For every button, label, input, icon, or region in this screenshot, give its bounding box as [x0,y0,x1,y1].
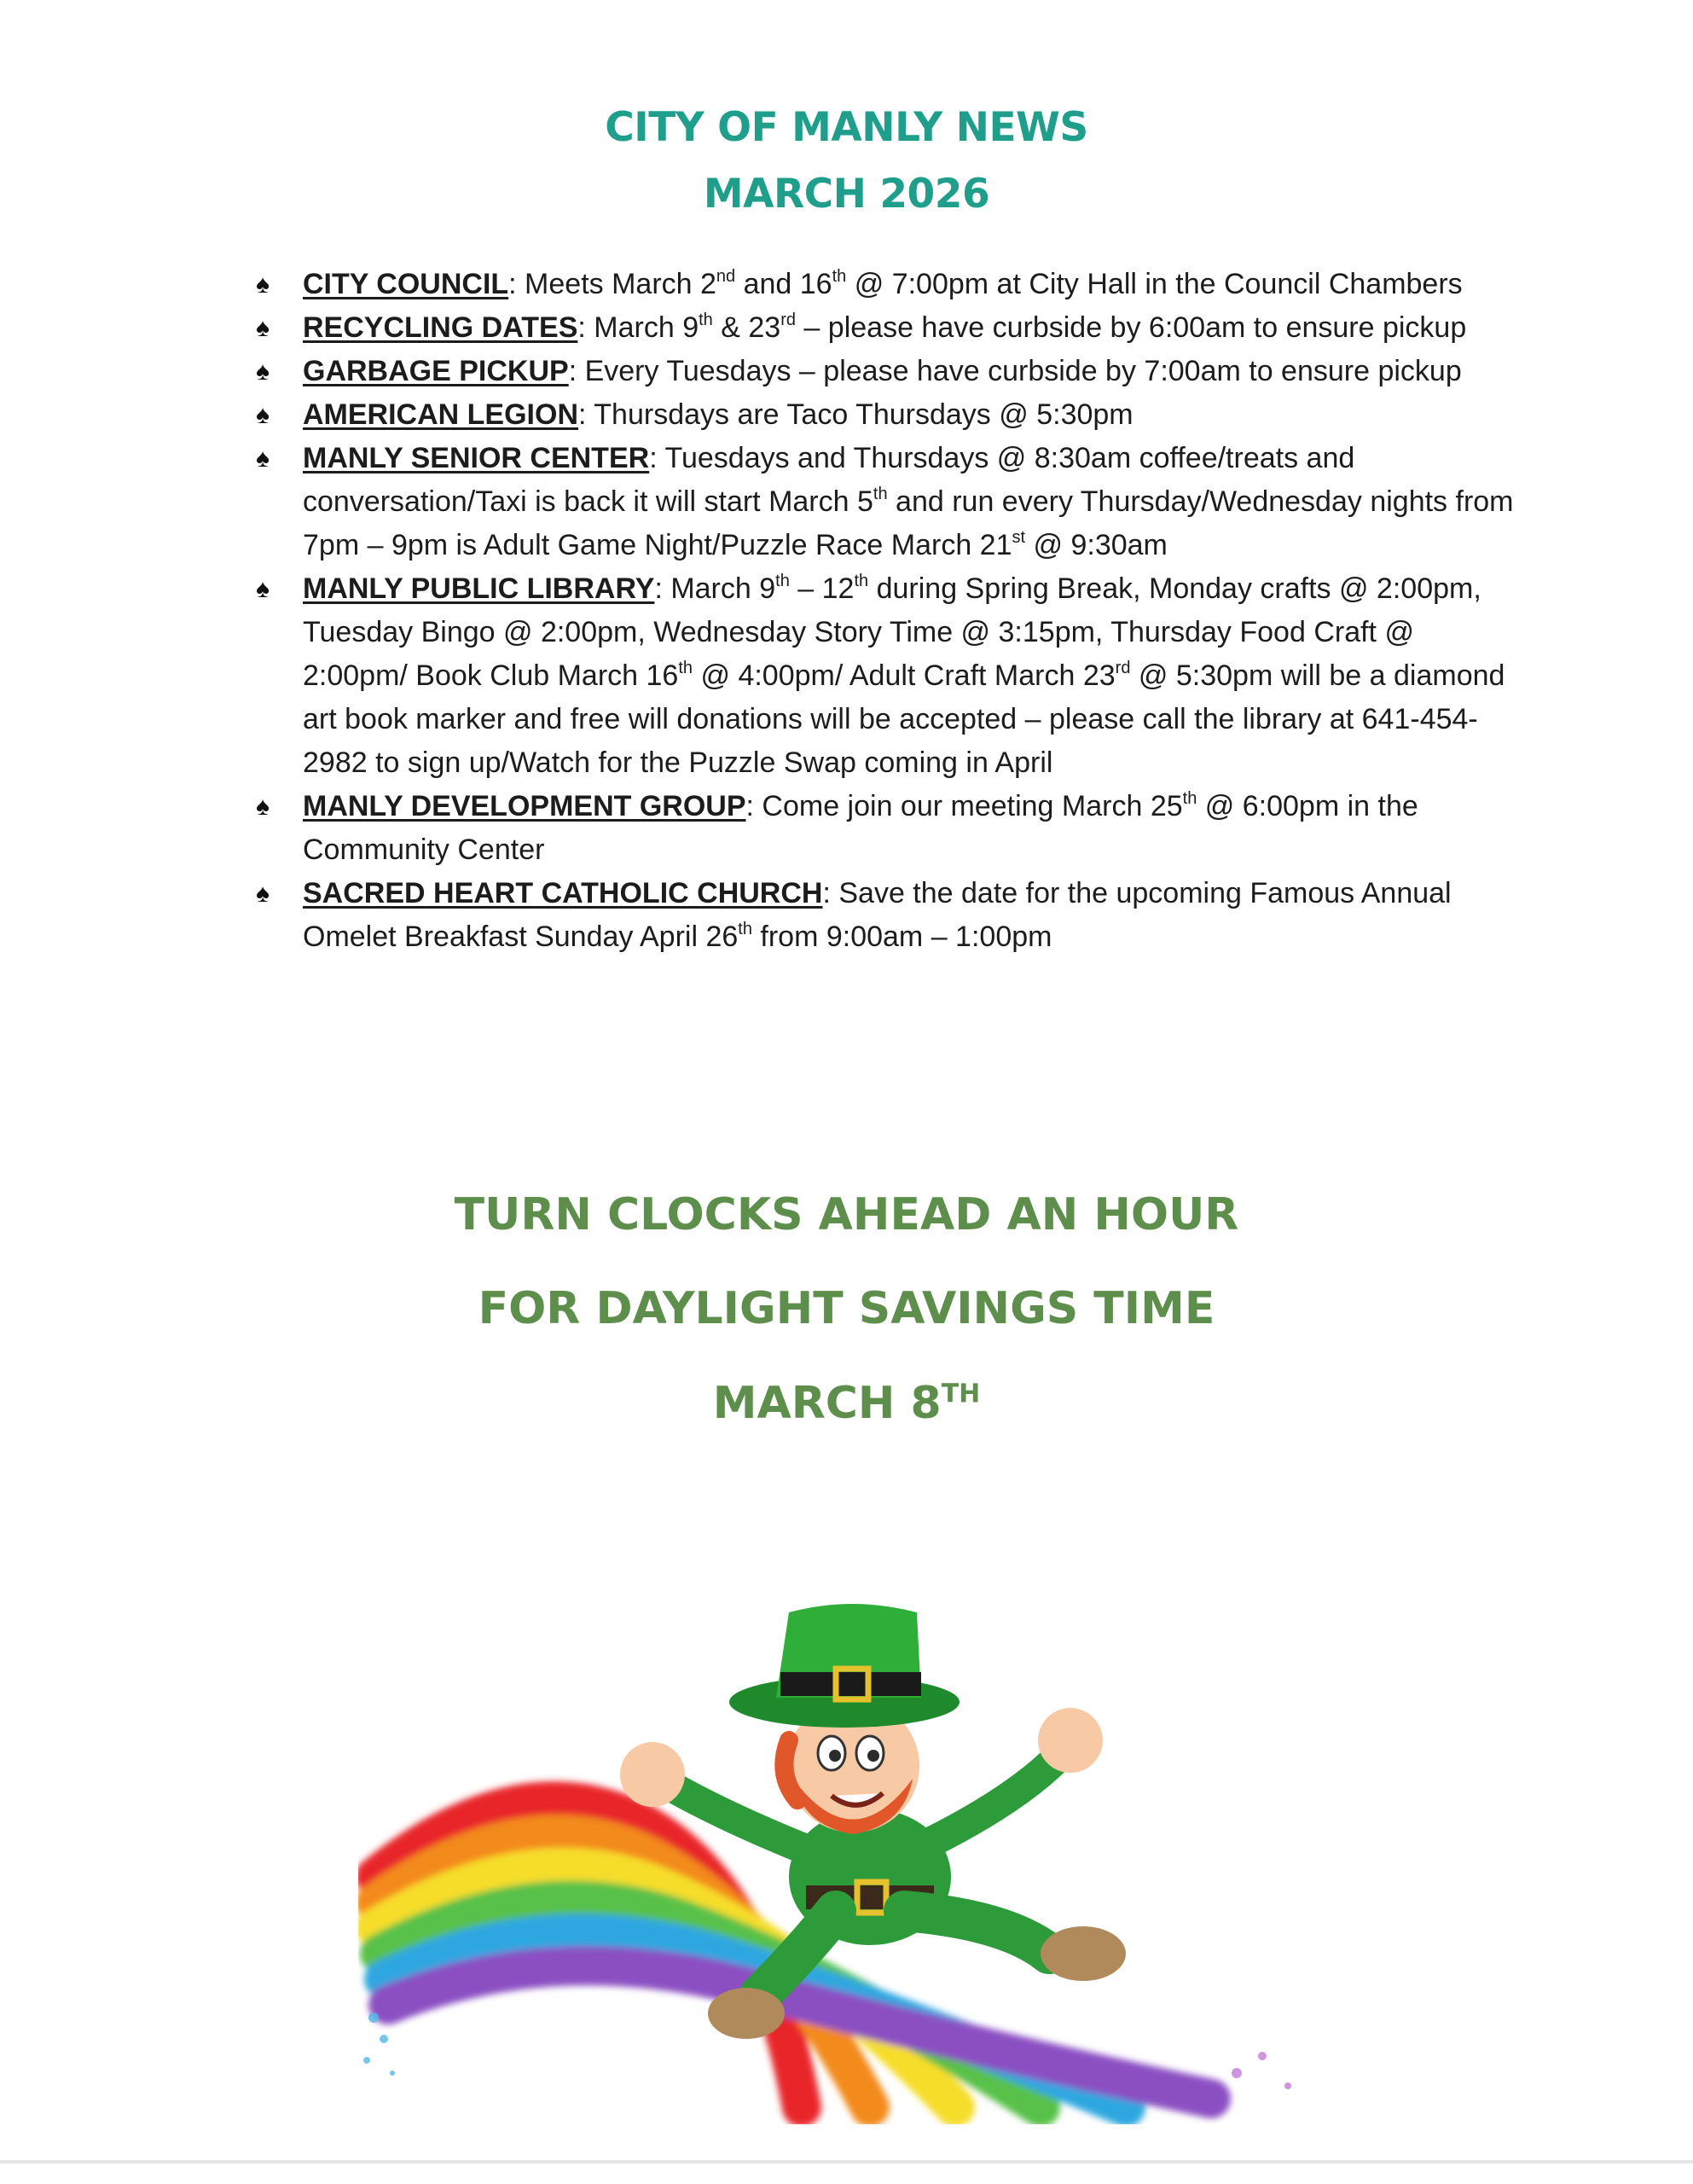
item-label: MANLY PUBLIC LIBRARY [303,572,655,605]
dst-line-1: TURN CLOCKS AHEAD AN HOUR [454,1189,1239,1240]
dst-date-text: MARCH 8 [712,1378,942,1429]
spade-icon: ♠ [256,444,270,473]
list-item-development-group [256,785,1518,872]
item-text: and run every Thursday/Wednesday nights from 7pm – 9pm is Adult Game Night/Puzzle Race March 21 [303,485,1514,561]
bulletin-list [256,263,1518,959]
item-text: @ 4:00pm/ Adult Craft March 23 [693,659,1116,692]
item-label: AMERICAN LEGION [303,398,578,431]
leprechaun-rainbow-illustration [358,1595,1331,2124]
ordinal: nd [716,266,736,286]
item-text: and 16 [735,268,832,300]
item-label: SACRED HEART CATHOLIC CHURCH [303,877,823,909]
ordinal: th [738,919,752,938]
dst-date-ordinal: TH [941,1379,981,1409]
item-text: – 12 [789,572,855,605]
spade-icon: ♠ [256,880,270,908]
newsletter-month: MARCH 2026 [703,171,990,218]
list-item-library [256,567,1518,785]
spade-icon: ♠ [256,793,270,821]
ordinal: th [699,310,713,329]
newsletter-title: CITY OF MANLY NEWS [605,104,1088,151]
ordinal: rd [1115,658,1131,677]
item-text: : March 9 [654,572,776,605]
ordinal: th [854,571,869,590]
spade-icon: ♠ [256,270,270,299]
ordinal: th [832,266,847,286]
item-text: & 23 [712,311,781,344]
item-text: from 9:00am – 1:00pm [751,921,1052,953]
item-label: MANLY SENIOR CENTER [303,442,650,474]
page-bottom-edge [0,2160,1693,2164]
list-item-garbage [256,350,1518,393]
item-text: @ 6:00pm in the Community Center [303,790,1418,866]
list-item-city-council [256,263,1518,306]
item-label: RECYCLING DATES [303,311,578,344]
ordinal: th [873,484,888,503]
spade-icon: ♠ [256,575,270,603]
item-text: : Save the date for the upcoming Famous Annual Omelet Breakfast Sunday April 26 [303,877,1452,953]
item-text: @ 5:30pm will be a diamond art book marker and free will donations will be accepted – please call the library at 641-454-2982 to sign up/Watch for the Puzzle Swap coming in April [303,659,1505,779]
spade-icon: ♠ [256,401,270,429]
item-text: – please have curbside by 6:00am to ensure pickup [795,311,1467,344]
ordinal: th [1182,788,1197,808]
item-label: CITY COUNCIL [303,268,509,300]
item-text: during Spring Break, Monday crafts @ 2:00pm, Tuesday Bingo @ 2:00pm, Wednesday Story Time @ 3:15pm, Thursday Food Craft @ 2:00pm/ Book Club March 16 [303,572,1481,692]
dst-date [0,1378,1693,1429]
item-text: : Every Tuesdays – please have curbside by 7:00am to ensure pickup [568,355,1462,387]
item-text: @ 7:00pm at City Hall in the Council Chambers [846,268,1463,300]
spade-icon: ♠ [256,314,270,342]
ordinal: th [775,571,790,590]
item-text: : Tuesdays and Thursdays @ 8:30am coffee/treats and conversation/Taxi is back it will start March 5 [303,442,1355,518]
list-item-recycling [256,306,1518,350]
item-label: MANLY DEVELOPMENT GROUP [303,790,746,822]
item-label: GARBAGE PICKUP [303,355,569,387]
list-item-sacred-heart [256,872,1518,959]
list-item-senior-center [256,437,1518,567]
item-text: : Come join our meeting March 25 [745,790,1183,822]
item-text: : Meets March 2 [508,268,716,300]
item-text: : March 9 [577,311,699,344]
list-item-legion [256,393,1518,437]
item-text: @ 9:30am [1025,529,1168,561]
ordinal: rd [780,310,796,329]
spade-icon: ♠ [256,357,270,386]
ordinal: st [1012,527,1026,547]
item-text: : Thursdays are Taco Thursdays @ 5:30pm [578,398,1133,431]
ordinal: th [678,658,693,677]
dst-line-2: FOR DAYLIGHT SAVINGS TIME [478,1283,1215,1334]
